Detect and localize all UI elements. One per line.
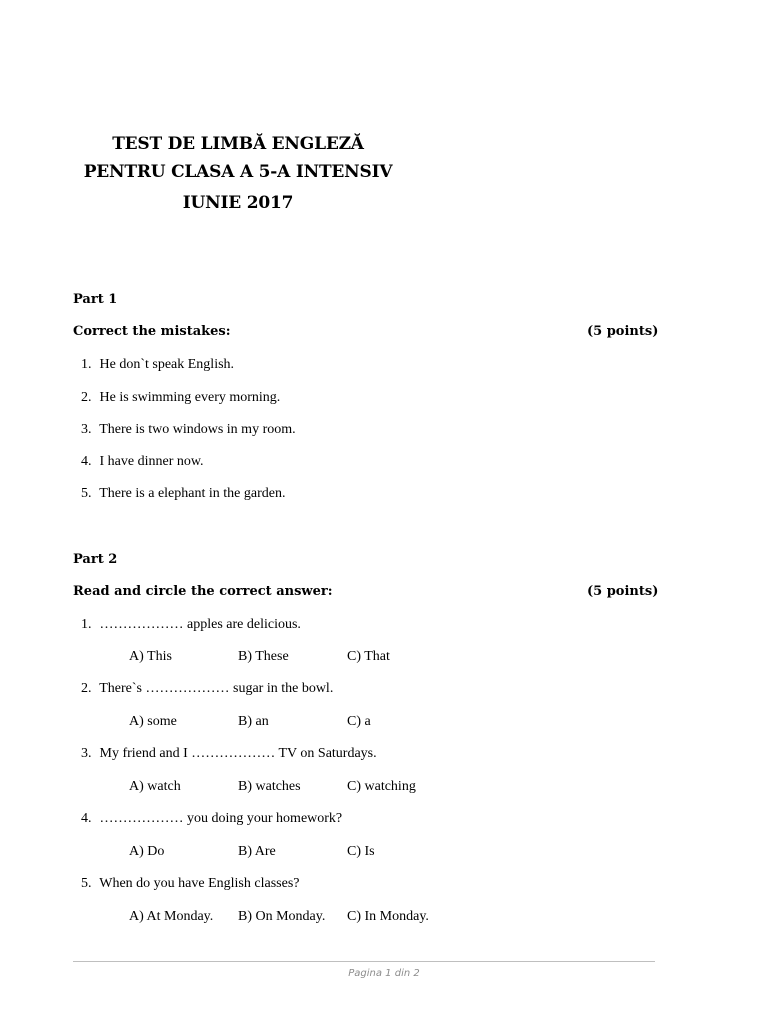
part1-instruction: Correct the mistakes: (73, 324, 231, 339)
item-text: I have dinner now. (99, 454, 204, 469)
item-text: There is a elephant in the garden. (99, 486, 286, 501)
question-text: ……………… apples are delicious. (99, 617, 301, 632)
part2-question (81, 746, 377, 762)
question-text: ……………… you doing your homework? (99, 811, 343, 826)
item-text: He don`t speak English. (99, 357, 235, 372)
option-a[interactable]: A) watch (129, 779, 181, 794)
part2-heading: Part 2 (73, 552, 118, 567)
part1-points: (5 points) (587, 324, 659, 339)
option-b[interactable]: B) an (238, 714, 269, 729)
part2-question (81, 681, 333, 697)
page-number: Pagina 1 din 2 (348, 968, 420, 979)
option-a[interactable]: A) This (129, 649, 172, 664)
item-number: 3. (81, 422, 92, 437)
question-number: 2. (81, 681, 92, 696)
item-text: He is swimming every morning. (99, 390, 281, 405)
option-a[interactable]: A) Do (129, 844, 165, 859)
question-text: My friend and I ……………… TV on Saturdays. (99, 746, 377, 761)
option-c[interactable]: C) a (347, 714, 371, 729)
part2-instruction: Read and circle the correct answer: (73, 584, 333, 599)
option-c[interactable]: C) That (347, 649, 390, 664)
footer-divider (73, 961, 655, 962)
question-number: 5. (81, 876, 92, 891)
item-number: 4. (81, 454, 92, 469)
part1-item (81, 454, 204, 470)
part2-question (81, 876, 299, 892)
title-line-3: IUNIE 2017 (182, 193, 294, 213)
question-number: 3. (81, 746, 92, 761)
part2-question (81, 811, 342, 827)
part2-question (81, 617, 301, 633)
option-c[interactable]: C) In Monday. (347, 909, 429, 924)
title-line-1: TEST DE LIMBĂ ENGLEZĂ (112, 134, 364, 154)
option-a[interactable]: A) some (129, 714, 177, 729)
question-text: When do you have English classes? (99, 876, 300, 891)
option-b[interactable]: B) These (238, 649, 289, 664)
option-c[interactable]: C) watching (347, 779, 416, 794)
item-number: 1. (81, 357, 92, 372)
option-c[interactable]: C) Is (347, 844, 375, 859)
title-line-2: PENTRU CLASA A 5-A INTENSIV (83, 162, 393, 182)
option-b[interactable]: B) On Monday. (238, 909, 326, 924)
option-b[interactable]: B) Are (238, 844, 276, 859)
question-text: There`s ……………… sugar in the bowl. (99, 681, 334, 696)
question-number: 1. (81, 617, 92, 632)
option-a[interactable]: A) At Monday. (129, 909, 214, 924)
part1-item (81, 357, 234, 373)
question-number: 4. (81, 811, 92, 826)
item-text: There is two windows in my room. (99, 422, 296, 437)
item-number: 2. (81, 390, 92, 405)
part1-item (81, 390, 280, 406)
part2-points: (5 points) (587, 584, 659, 599)
option-b[interactable]: B) watches (238, 779, 301, 794)
part1-item (81, 422, 296, 438)
item-number: 5. (81, 486, 92, 501)
part1-heading: Part 1 (73, 292, 118, 307)
part1-item (81, 486, 285, 502)
